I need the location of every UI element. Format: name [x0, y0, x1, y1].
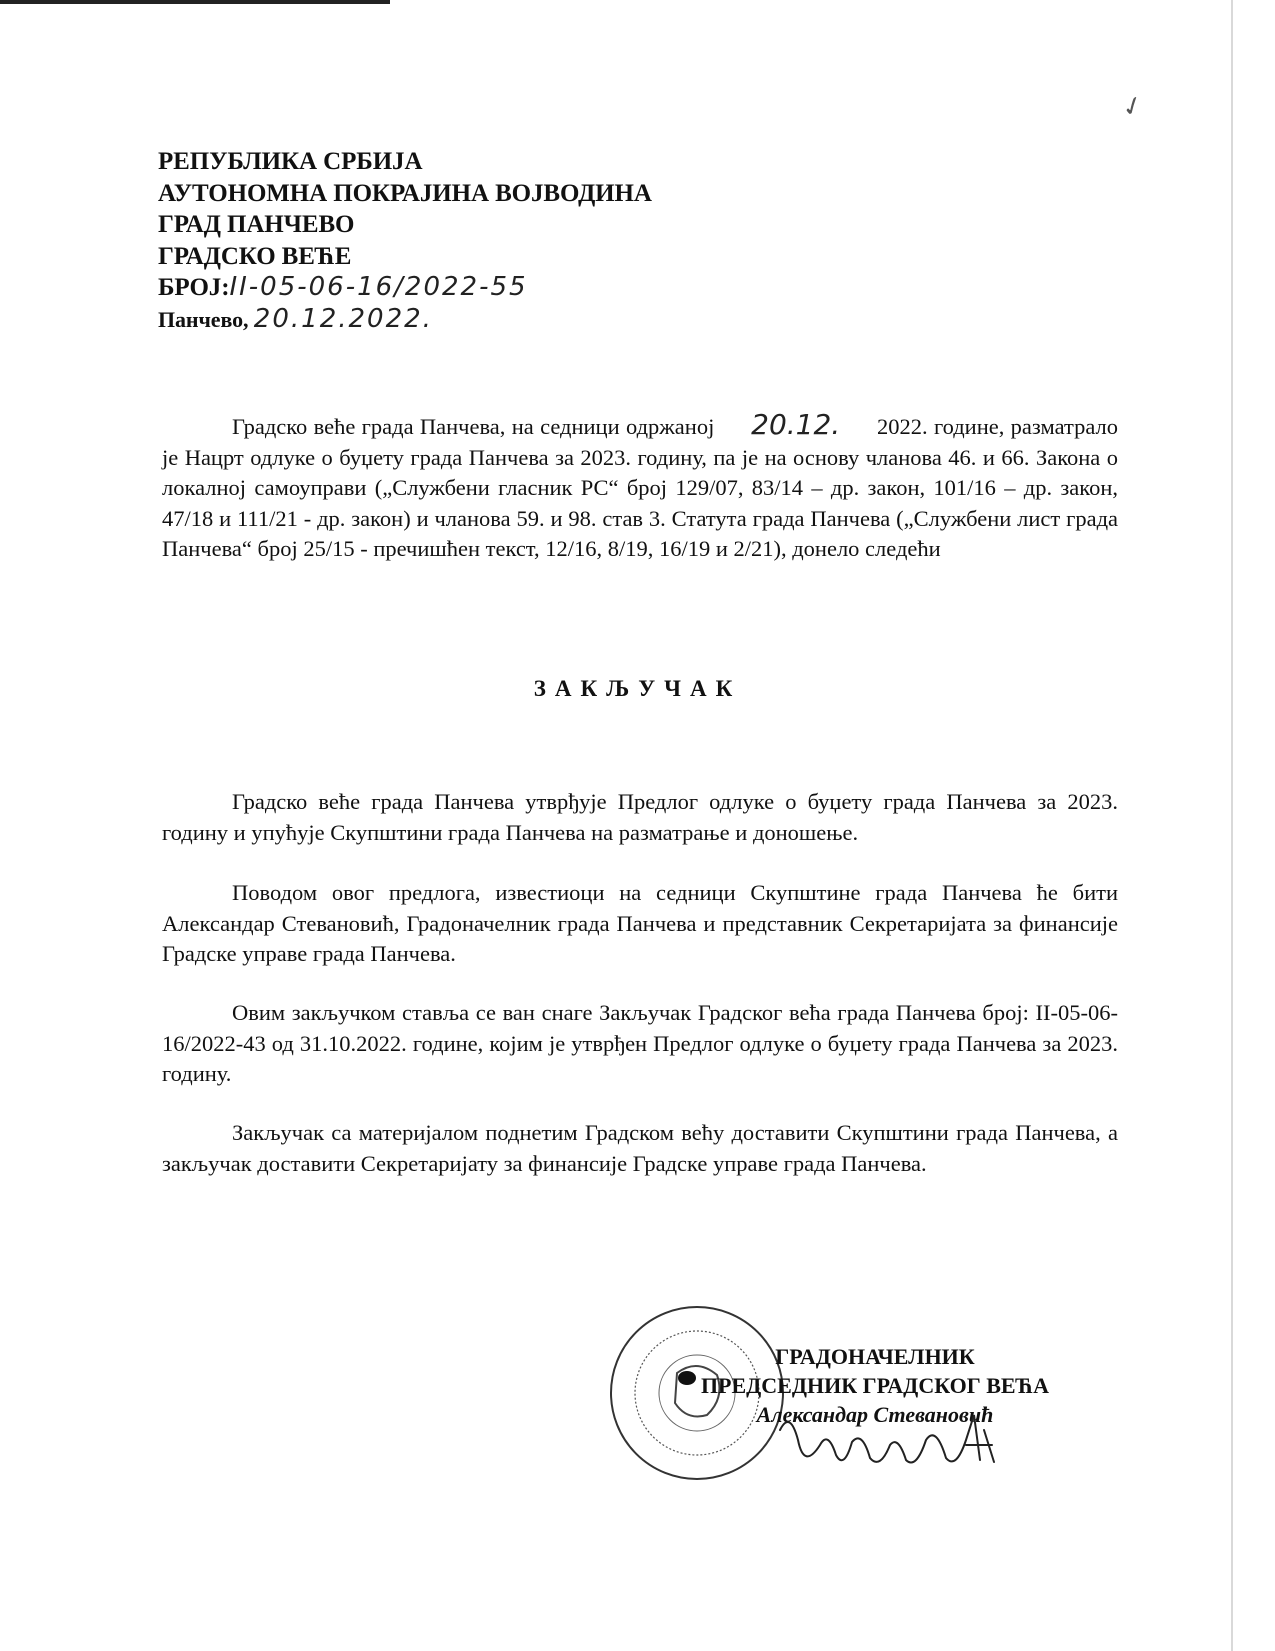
document-number-label: БРОЈ:: [158, 274, 230, 301]
document-number-value: II-05-06-16/2022-55: [229, 272, 528, 302]
paragraph-4: [162, 1118, 1118, 1179]
header-province: АУТОНОМНА ПОКРАЈИНА ВОЈВОДИНА: [158, 179, 652, 207]
document-number: [158, 272, 652, 304]
scan-edge: [0, 0, 390, 4]
signatory-name: Александар Стевановић: [756, 1402, 994, 1427]
paragraph-1: [162, 787, 1118, 848]
document-header: [158, 146, 652, 335]
document-place-date: [158, 304, 652, 336]
page-edge: [1231, 0, 1233, 1651]
paragraph-1-text: Градско веће града Панчева утврђује Предлог одлуке о буџету града Панчева за 2023. годину и упућује Скупштини града Панчева на разматрање и доношење.: [162, 789, 1118, 845]
intro-text-start: Градско веће града Панчева, на седници одржаној: [232, 414, 715, 439]
document-title: ЗАКЉУЧАК: [533, 676, 742, 701]
paragraph-2: [162, 878, 1118, 970]
paragraph-3-text: Овим закључком ставља се ван снаге Закључак Градског већа града Панчева број: II-05-06-16/2022-43 од 31.10.2022. године, којим је утврђен Предлог одлуке о буџету града Панчева за 2023. годину.: [162, 1000, 1118, 1086]
signature-title-president: ПРЕДСЕДНИК ГРАДСКОГ ВЕЋА: [700, 1373, 1050, 1398]
paragraph-3: [162, 998, 1118, 1090]
handwritten-signature: [770, 1400, 1030, 1480]
intro-text-rest: 2022. године, разматрало је Нацрт одлуке о буџету града Панчева за 2023. годину, па је на основу чланова 46. и 66. Закона о локалној самоуправи („Службени гласник РС“ број 129/07, 83/14 – др. закон, 101/16 – др. закон, 47/18 и 111/21 - др. закон) и чланова 59. и 98. став 3. Статута града Панчева („Службени лист града Панчева“ број 25/15 - пречишћен текст, 12/16, 8/19, 16/19 и 2/21), донело следећи: [162, 414, 1118, 561]
check-mark-icon: ✓: [1117, 89, 1148, 124]
paragraph-4-text: Закључак са материјалом поднетим Градском већу доставити Скупштини града Панчева, а закључак доставити Секретаријату за финансије Градске управе града Панчева.: [162, 1120, 1118, 1176]
place-label: Панчево,: [158, 306, 249, 332]
signature-title-mayor: ГРАДОНАЧЕЛНИК: [775, 1344, 975, 1369]
paragraph-2-text: Поводом овог предлога, известиоци на седници Скупштине града Панчева ће бити Александар Стевановић, Градоначелник града Панчева и представник Секретаријата за финансије Градске управе града Панчева.: [162, 880, 1118, 966]
document-date: 20.12.2022.: [253, 303, 433, 334]
header-city: ГРАД ПАНЧЕВО: [158, 211, 355, 238]
session-date: 20.12.: [751, 408, 841, 441]
header-council: ГРАДСКО ВЕЋЕ: [158, 242, 352, 270]
intro-paragraph: [162, 410, 1118, 565]
header-country: РЕПУБЛИКА СРБИЈА: [158, 148, 423, 175]
